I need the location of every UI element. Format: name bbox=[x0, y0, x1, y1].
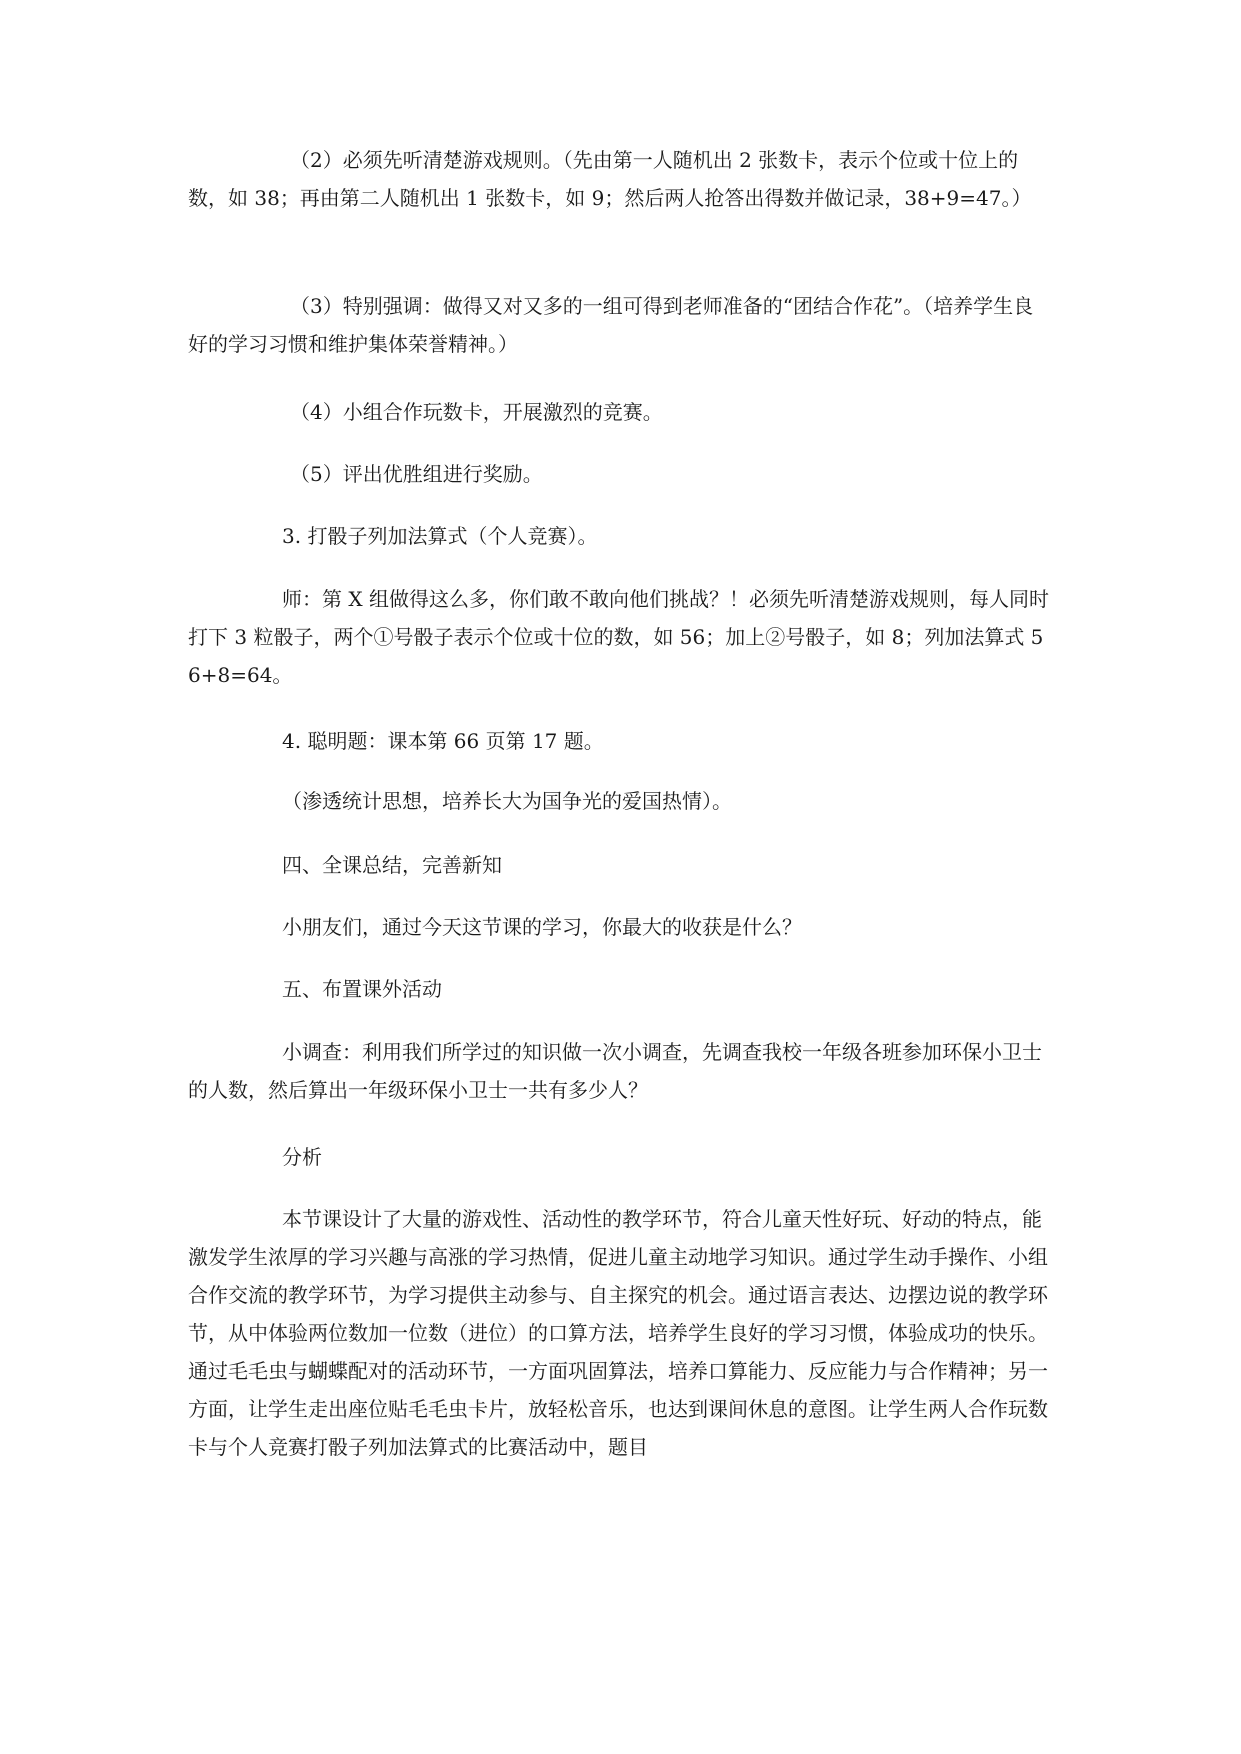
paragraph-summary-question: 小朋友们，通过今天这节课的学习，你最大的收获是什么？ bbox=[282, 915, 802, 939]
paragraph-survey: 小调查：利用我们所学过的知识做一次小调查，先调查我校一年级各班参加环保小卫士的人数，然后算出一年级环保小卫士一共有多少人？ bbox=[188, 1040, 1042, 1102]
paragraph-dice-heading: 3. 打骰子列加法算式（个人竞赛）。 bbox=[282, 524, 598, 548]
paragraph-teacher-challenge: 师：第 X 组做得这么多，你们敢不敢向他们挑战？！必须先听清楚游戏规则，每人同时打下 3 粒骰子，两个①号骰子表示个位或十位的数，如 56；加上②号骰子，如 8；列加法算式 56+8=64。 bbox=[188, 587, 1049, 687]
paragraph-reward: （5）评出优胜组进行奖励。 bbox=[290, 462, 543, 486]
section-heading-analysis: 分析 bbox=[282, 1145, 322, 1169]
paragraph-analysis-body: 本节课设计了大量的游戏性、活动性的教学环节，符合儿童天性好玩、好动的特点，能激发学生浓厚的学习兴趣与高涨的学习热情，促进儿童主动地学习知识。通过学生动手操作、小组合作交流的教学环节，为学习提供主动参与、自主探究的机会。通过语言表达、边摆边说的教学环节，从中体验两位数加一位数（进位）的口算方法，培养学生良好的学习习惯，体验成功的快乐。通过毛毛虫与蝴蝶配对的活动环节，一方面巩固算法，培养口算能力、反应能力与合作精神；另一方面，让学生走出座位贴毛毛虫卡片，放轻松音乐，也达到课间休息的意图。让学生两人合作玩数卡与个人竞赛打骰子列加法算式的比赛活动中，题目 bbox=[188, 1207, 1048, 1459]
section-heading-summary: 四、全课总结，完善新知 bbox=[282, 853, 502, 877]
paragraph-statistics: （渗透统计思想，培养长大为国争光的爱国热情）。 bbox=[282, 789, 732, 813]
paragraph-smart-question: 4. 聪明题：课本第 66 页第 17 题。 bbox=[282, 729, 604, 753]
paragraph-emphasis: （3）特别强调：做得又对又多的一组可得到老师准备的“团结合作花”。（培养学生良好的学习习惯和维护集体荣誉精神。） bbox=[188, 294, 1034, 356]
section-heading-activities: 五、布置课外活动 bbox=[282, 977, 442, 1001]
paragraph-game-rules: （2）必须先听清楚游戏规则。（先由第一人随机出 2 张数卡，表示个位或十位上的数，如 38；再由第二人随机出 1 张数卡，如 9；然后两人抢答出得数并做记录，38+9=47。） bbox=[188, 148, 1032, 210]
paragraph-group-cards: （4）小组合作玩数卡，开展激烈的竞赛。 bbox=[290, 400, 663, 424]
